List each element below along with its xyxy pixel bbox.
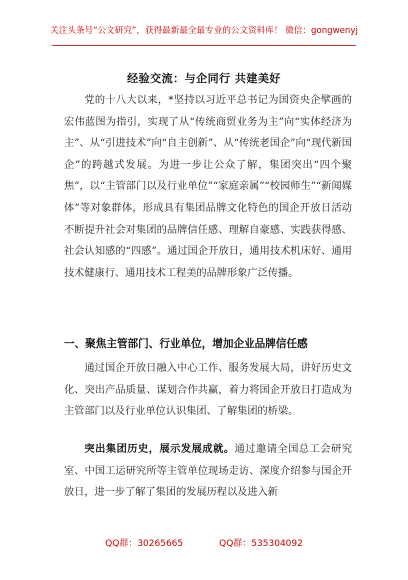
footer-qq-group-1: QQ群：30265665	[105, 539, 184, 549]
footer	[0, 536, 408, 549]
paragraph-section-1: 通过国企开放日融入中心工作、服务发展大局，讲好历史文化、突出产品质量、谋划合作共赢，着力将国企开放日打造成为主管部门以及行业单位认识集团、了解集团的桥梁。	[64, 363, 352, 418]
header-divider	[52, 45, 356, 46]
paragraph-history	[64, 439, 352, 504]
paragraph-lead-bold: 突出集团历史，展示发展成就。	[84, 443, 235, 455]
header-banner: 关注头条号“公文研究”，获得最新最全最专业的公文资料库！ 微信：gongwenyj	[50, 26, 358, 36]
section-heading-1: 一、聚焦主管部门、行业单位，增加企业品牌信任感	[64, 338, 308, 350]
footer-qq-group-2: QQ群：535304092	[219, 539, 303, 549]
document-title: 经验交流：与企同行 共建美好	[127, 72, 281, 85]
paragraph-history-text: 通过邀请全国总工会研究室、中国工运研究所等主管单位现场走访、深度介绍参与国企开放日，进一步了解了集团的发展历程以及进入新	[64, 444, 353, 499]
paragraph-intro: 党的十八大以来，*坚持以习近平总书记为国资央企擘画的宏伟蓝图为指引，实现了从“传统商贸业务为主”向“实体经济为主”、从“引进技术”向“自主创新”、从“传统老国企”向“现代新国企”的跨越式发展。为进一步让公众了解，集团突出“四个聚焦”，以“主管部门以及行业单位”“家庭亲属”“校园师生”“新闻媒体”等对象群体，形成具有集团品牌文化特色的国企开放日活动不断提升社会对集团的品牌信任感、理解自豪感、实践获得感、社会认知感的“四感”。通过国企开放日，通用技术机床好、通用技术健康行、通用技术工程美的品牌形象广泛传播。	[64, 95, 352, 279]
